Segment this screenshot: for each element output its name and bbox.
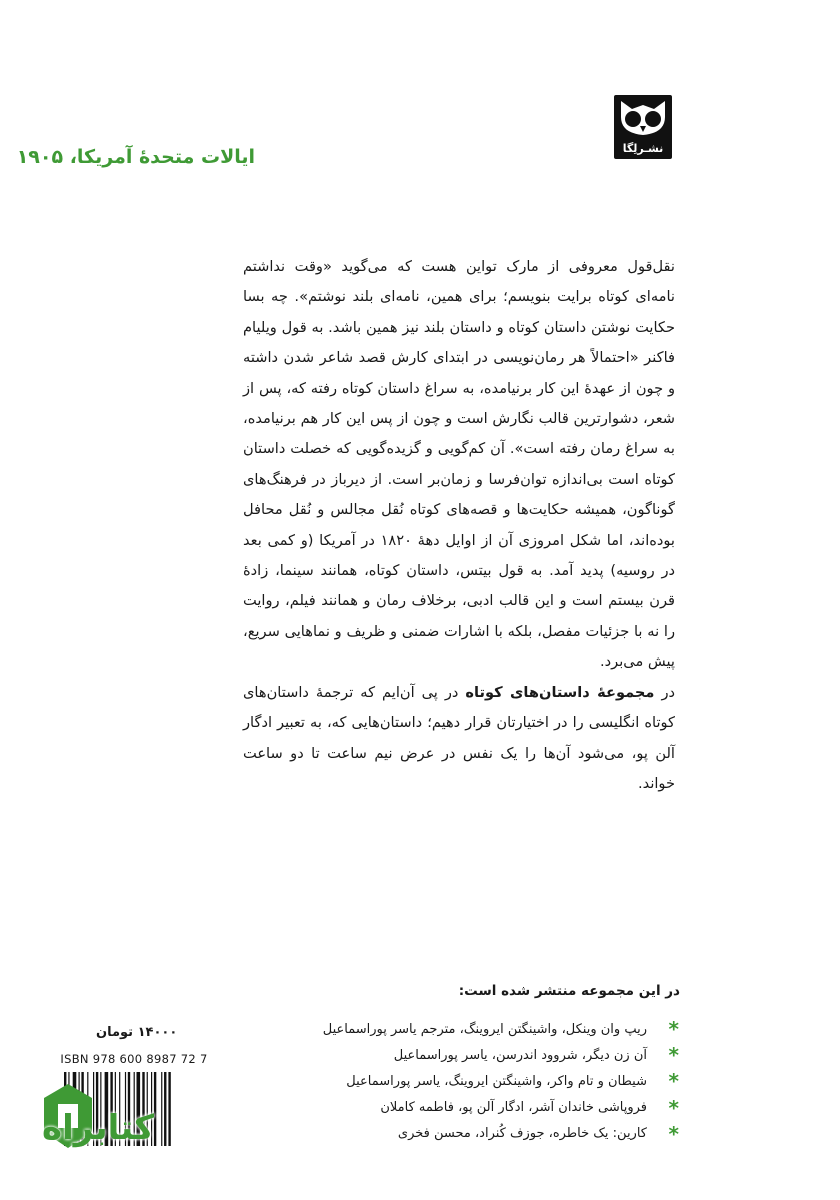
price-label: ۱۴۰۰۰ تومان [96, 1025, 178, 1040]
barcode-bar [161, 1072, 162, 1146]
publisher-logo [614, 95, 672, 159]
list-item-text: کارین: یک خاطره، جوزف کُنراد، محسن فخری [397, 1126, 647, 1142]
series-name: مجموعهٔ داستان‌های کوتاه [465, 683, 655, 701]
list-item [299, 1016, 679, 1042]
blurb-p2-start: در [654, 683, 676, 701]
asterisk-icon: * [668, 1121, 679, 1146]
list-item-text: آن زن دیگر، شروود اندرسن، یاسر پوراسماعیل [393, 1047, 647, 1063]
list-item [299, 1121, 679, 1147]
owl-icon [618, 99, 668, 137]
series-list-title: در این مجموعه منتشر شده است: [458, 983, 680, 999]
collection-subtitle: ایالات متحدهٔ آمریکا، ۱۹۰۵ [16, 146, 255, 168]
back-cover-blurb [243, 252, 675, 799]
list-item-text: ریپ وان وینکل، واشینگتن ایروینگ، مترجم یاسر پوراسماعیل [322, 1021, 647, 1037]
asterisk-icon: * [668, 1043, 679, 1068]
barcode-bar [164, 1072, 166, 1146]
asterisk-icon: * [668, 1069, 679, 1094]
watermark-text: کتابراه [42, 1108, 155, 1148]
asterisk-icon: * [668, 1095, 679, 1120]
asterisk-icon: * [668, 1017, 679, 1042]
blurb-paragraph-1: نقل‌قول معروفی از مارک تواین هست که می‌گوید «وقت نداشتم نامه‌ای کوتاه برایت بنویسم؛ برای همین، نامه‌ای بلند نوشتم». چه بسا حکایت نوشتن داستان کوتاه و داستان بلند نیز همین باشد. به قول ویلیام فاکنر «احتمالاً هر رمان‌نویسی در ابتدای کارش قصد شاعر شدن داشته و چون از عهدهٔ این کار برنیامده، به سراغ داستان کوتاه رفته که، پس از شعر، دشوارترین قالب نگارش است و چون از پس این کار هم برنیامده، به سراغ رمان رفته است». آن کم‌گویی و گزیده‌گویی که خصلت داستان کوتاه است بی‌اندازه توان‌فرسا و زمان‌بر است. از دیرباز در فرهنگ‌های گوناگون، همیشه حکایت‌ها و قصه‌های کوتاه نُقل مجالس و نُقل محافل بوده‌اند، اما شکل امروزی آن از اوایل دههٔ ۱۸۲۰ در آمریکا (و کمی بعد در روسیه) پدید آمد. به قول بیتس، داستان کوتاه، همانند سینما، زادهٔ قرن بیستم است و این قالب ادبی، برخلاف رمان و همانند فیلم، روایت را نه با جزئیات مفصل، بلکه با اشارات ضمنی و ظریف و نماهایی سریع، پیش می‌برد. [243, 258, 675, 671]
list-item [299, 1068, 679, 1094]
blurb-p2-rest: در پی آن‌ایم که ترجمهٔ داستان‌های کوتاه انگلیسی را در اختیارتان قرار دهیم؛ داستان‌هایی که، به تعبیر ادگار آلن پو، می‌شود آن‌ها را یک نفس در عرض نیم ساعت تا دو ساعت خواند. [243, 683, 675, 792]
list-item [299, 1042, 679, 1068]
list-item-text: شیطان و تام واکر، واشینگتن ایروینگ، یاسر پوراسماعیل [346, 1073, 647, 1089]
isbn-text: ISBN 978 600 8987 72 7 [60, 1052, 208, 1066]
list-item-text: فروپاشی خاندان آشر، ادگار آلن پو، فاطمه کاملان [380, 1100, 647, 1116]
publisher-name: نشـرلِگا [622, 142, 664, 155]
list-item [299, 1095, 679, 1121]
barcode-bar [154, 1072, 156, 1146]
series-list [299, 1016, 679, 1147]
barcode-bar [168, 1072, 170, 1146]
blurb-paragraph-2 [243, 678, 675, 800]
